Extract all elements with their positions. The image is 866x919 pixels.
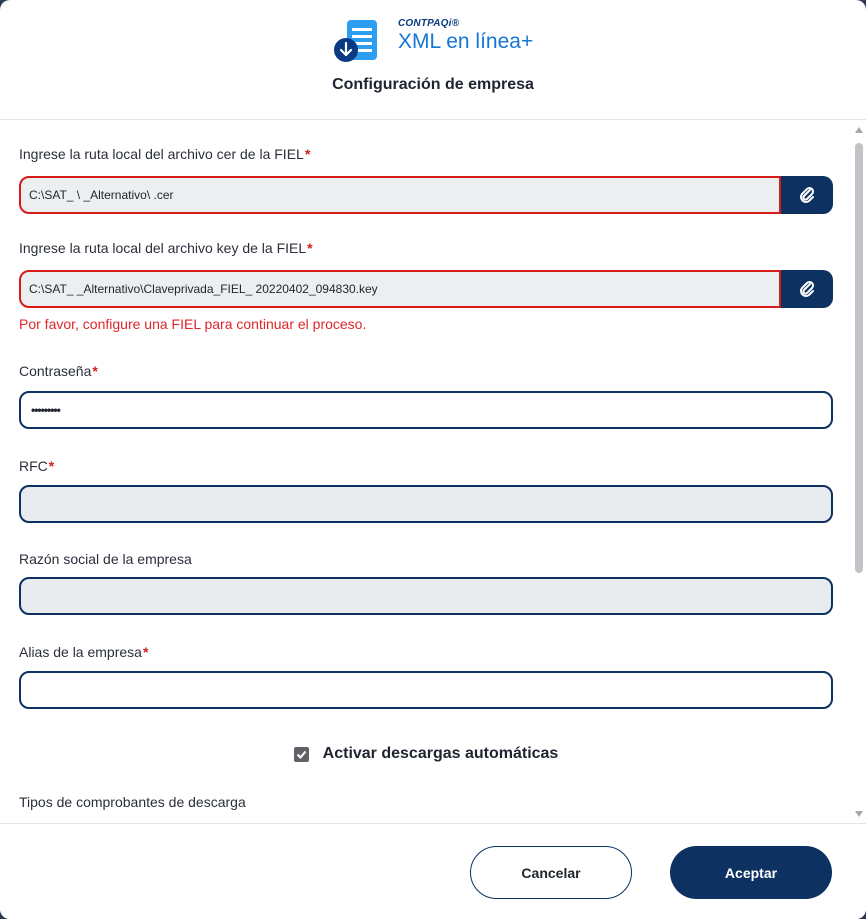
- key-label: [19, 240, 313, 256]
- required-mark: *: [304, 146, 311, 162]
- check-icon: [296, 749, 307, 760]
- app-logo: [333, 14, 553, 74]
- scroll-thumb[interactable]: [855, 143, 863, 573]
- required-mark: *: [48, 458, 55, 474]
- cer-path-input[interactable]: C:\SAT_ \ _Alternativo\ .cer: [19, 176, 781, 214]
- dialog-title: Configuración de empresa: [332, 76, 534, 93]
- password-label-text: Contraseña: [19, 363, 92, 379]
- paperclip-icon: [799, 280, 815, 298]
- form-scrollbar[interactable]: [852, 121, 866, 823]
- razon-social-input[interactable]: [19, 577, 833, 615]
- razon-social-label: Razón social de la empresa: [19, 551, 192, 567]
- key-path-input[interactable]: C:\SAT_ _Alternativo\Claveprivada_FIEL_ 20220402_094830.key: [19, 270, 781, 308]
- dialog-footer: [0, 823, 866, 919]
- password-input[interactable]: •••••••••: [19, 391, 833, 429]
- voucher-types-label: Tipos de comprobantes de descarga: [19, 794, 246, 810]
- form-content: [0, 121, 852, 823]
- scroll-up-icon[interactable]: [855, 127, 863, 133]
- password-label: [19, 363, 98, 379]
- required-mark: *: [307, 240, 313, 256]
- fiel-error-message: Por favor, configure una FIEL para continuar el proceso.: [19, 316, 367, 332]
- accept-button[interactable]: Aceptar: [670, 846, 832, 899]
- product-name: XML en línea+: [398, 30, 534, 53]
- brand-name: CONTPAQi®: [398, 18, 460, 29]
- paperclip-icon: [799, 186, 815, 204]
- download-doc-icon: [333, 18, 383, 68]
- rfc-label-text: RFC: [19, 458, 48, 474]
- auto-download-checkbox[interactable]: [294, 747, 309, 762]
- auto-download-label: Activar descargas automáticas: [322, 745, 559, 762]
- key-label-text: Ingrese la ruta local del archivo key de la FIEL: [19, 240, 307, 256]
- cer-label: [19, 146, 310, 162]
- alias-label-text: Alias de la empresa: [19, 644, 142, 660]
- alias-input[interactable]: [19, 671, 833, 709]
- cer-label-text: Ingrese la ruta local del archivo cer de la FIEL: [19, 146, 304, 162]
- cancel-button[interactable]: Cancelar: [470, 846, 632, 899]
- cer-attach-button[interactable]: [781, 176, 833, 214]
- auto-download-row: [0, 745, 852, 763]
- rfc-input[interactable]: [19, 485, 833, 523]
- rfc-label: [19, 458, 54, 474]
- dialog-header: [0, 0, 866, 120]
- key-attach-button[interactable]: [781, 270, 833, 308]
- alias-label: [19, 644, 148, 660]
- required-mark: *: [92, 363, 98, 379]
- required-mark: *: [142, 644, 149, 660]
- scroll-down-icon[interactable]: [855, 811, 863, 817]
